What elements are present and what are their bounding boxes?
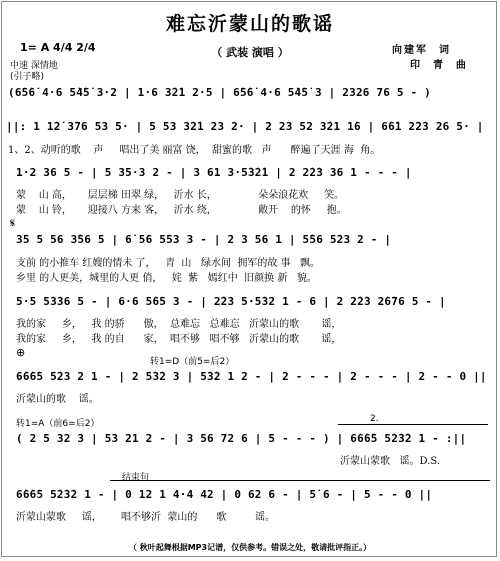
modulation-d: 转1=D（前5=后2） bbox=[150, 357, 235, 367]
tempo-marking: 中速 深情地 bbox=[10, 61, 58, 71]
lyrics-line-3b: 蒙 山 铃， 迎接八 方来 客， 沂水 绕， 敞开 的怀 抱。 bbox=[16, 205, 347, 216]
ending-label: 结束句 bbox=[122, 473, 150, 483]
segno-sign: 𝄋 bbox=[10, 216, 16, 230]
lyrics-line-6: 沂蒙山的歌 谣。 bbox=[16, 394, 99, 405]
notation-line-4: 3̇5 5 56 3̇56 5 | 6̇ 5̇6 5̇53 3 - | 2 3 56 1 | 5̇56 5̇23 2 - | bbox=[16, 233, 392, 246]
song-title: 难忘沂蒙山的歌谣 bbox=[165, 13, 334, 35]
notation-line-6: 6̇6̇6̇5 5̇23 2 1 - | 2 5̇3̇2 3 | 5̇3̇2 1 2 - | 2 - - - | 2 - - - | 2 - - 0 || bbox=[16, 370, 487, 383]
second-ending: 2. bbox=[370, 414, 379, 424]
modulation-a: 转1=A（前6=后2） bbox=[16, 419, 100, 429]
intro-marker: (引子略) bbox=[10, 72, 45, 82]
notation-line-5: 5·5 5̇3̇36 5 - | 6·6 5̇6̇5 3 - | 2̇23 5·5̇32 1 - 6 | 2 2̇2̇3 2̇6̇76 5 - | bbox=[16, 295, 446, 308]
volta-bracket bbox=[338, 424, 488, 425]
lyrics-line-5a: 我的家 乡， 我 的骄 傲， 总难忘 总难忘 沂蒙山的歌 谣， bbox=[16, 319, 342, 330]
lyrics-line-4b: 乡里 的人更美，城里的人更 俏， 姹 紫 嫣红中 旧颜换 新 貌。 bbox=[16, 273, 317, 284]
lyrics-line-5b: 我的家 乡， 我 的自 家， 唱不够 唱不够 沂蒙山的歌 谣， bbox=[16, 334, 342, 345]
composer-credit: 印 青 曲 bbox=[410, 60, 468, 71]
lyricist-credit: 向建军 词 bbox=[392, 45, 451, 56]
score-page bbox=[1, 1, 497, 557]
lyrics-line-4a: 支前 的小推车 红嫂的情未 了， 青 山 绿水间 拥军的故 事 飘。 bbox=[16, 258, 321, 269]
notation-line-3: 1·2 36 5 - | 5 35·3 2 - | 3 61 3·5̇3̇2̇1 | 2 2̇2̇3 36 1 - - - | bbox=[16, 166, 412, 179]
notation-line-2: ||: 1 1̇2̇ 3̇76 53 5· | 5 53 3̇2̇1 23 2· | 2 23 52 3̇21 1̇6 | 6̇6̇1 2̇2̇3 26 5· | bbox=[6, 120, 484, 133]
notation-line-7: ( 2 5 32 3 | 53 21 2 - | 3 56 72 6 | 5 - - - ) | 6̇6̇6̇5 5̇2̇3̇2 1 - :|| bbox=[16, 432, 467, 445]
lyrics-line-3a: 蒙 山 高， 层层梯 田翠 绿， 沂水 长， 朵朵浪花欢 笑。 bbox=[16, 190, 345, 201]
transcriber-note: （ 秋叶起舞根据MP3记谱，仅供参考。错误之处，敬请批评指正。） bbox=[128, 543, 372, 552]
lyrics-line-7: 沂蒙山蒙歌 谣。D.S. bbox=[340, 456, 441, 467]
ending-bracket bbox=[110, 480, 490, 481]
performer-subtitle: （ 武装 演唱 ） bbox=[211, 46, 289, 59]
notation-line-1: (6̇5̇6̇ 4·6 5̇4̇5̇ 3·2 | 1·6 3̇2̇1 2·5 | 6̇5̇6̇ 4·6 5̇4̇5̇ 3 | 2326 76 5 - ) bbox=[8, 86, 431, 99]
key-signature: 1= A 4/4 2/4 bbox=[20, 41, 96, 54]
notation-line-8: 6̇6̇6̇5 5̇2̇3̇2 1 - | 0 12 1 4·4 42 | 0 62 6 - | 5̇ 6 - | 5 - - 0 || bbox=[16, 488, 433, 501]
lyrics-line-8: 沂蒙山蒙歌 谣， 唱不够沂 蒙山的 歌 谣。 bbox=[16, 512, 276, 523]
lyrics-line-2: 1、2、动听的歌 声 唱出了美 丽富 饶， 甜蜜的歌 声 醉遍了天涯 海 角。 bbox=[8, 145, 381, 156]
coda-sign: ⊕ bbox=[16, 346, 26, 359]
